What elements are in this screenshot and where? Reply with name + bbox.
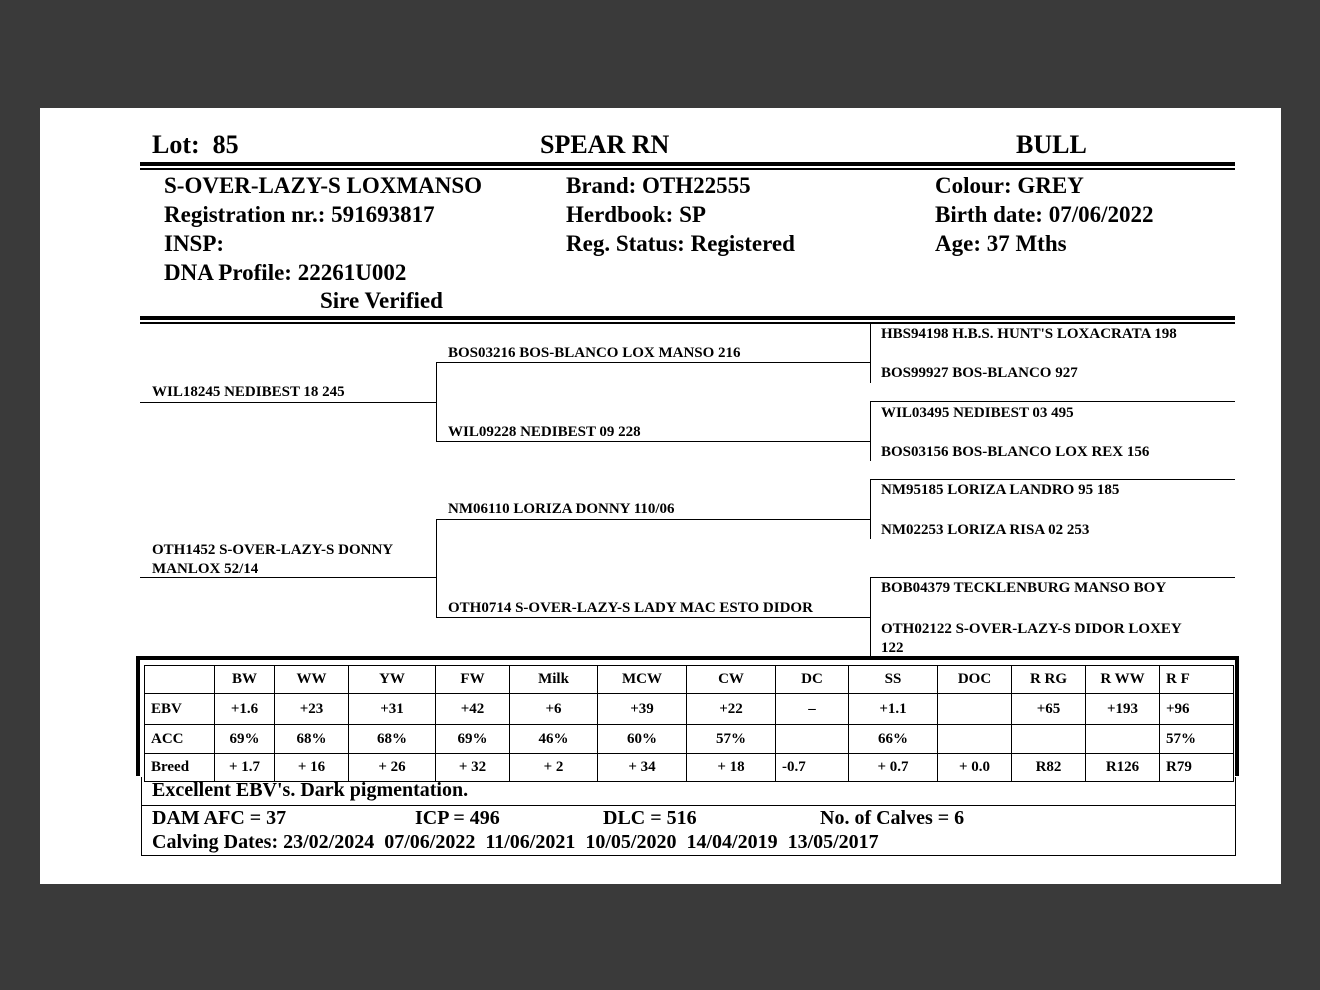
acc-cell: 60%	[598, 725, 687, 754]
acc-cell: 57%	[1160, 725, 1234, 754]
dna-profile: DNA Profile: 22261U002	[164, 260, 407, 285]
ebv-header-fw: FW	[436, 666, 510, 694]
pedigree-sss-line	[870, 323, 1235, 324]
ebv-cell: +42	[436, 694, 510, 725]
ebv-frame-left	[136, 656, 140, 776]
ebv-row	[145, 694, 1234, 725]
acc-cell: 66%	[849, 725, 938, 754]
ebv-header-yw: YW	[349, 666, 436, 694]
pedigree-sire-dam: WIL09228 NEDIBEST 09 228	[448, 424, 641, 440]
ebv-header-rrg: R RG	[1012, 666, 1086, 694]
ebv-frame-right	[1235, 656, 1239, 776]
pedigree-ss-bracket	[870, 323, 871, 383]
breed-row-label: Breed	[145, 754, 215, 782]
breed-cell: + 16	[275, 754, 349, 782]
acc-cell	[1086, 725, 1160, 754]
ebv-header-mcw: MCW	[598, 666, 687, 694]
breed-cell: R79	[1160, 754, 1234, 782]
ebv-header-cw: CW	[687, 666, 776, 694]
pedigree-sds: WIL03495 NEDIBEST 03 495	[881, 405, 1074, 421]
ebv-cell	[938, 694, 1012, 725]
dam-stats-box	[141, 805, 1236, 856]
remarks-text: Excellent EBV's. Dark pigmentation.	[152, 779, 469, 801]
pedigree-sire: WIL18245 NEDIBEST 18 245	[152, 384, 345, 400]
birth-date: Birth date: 07/06/2022	[935, 202, 1154, 227]
pedigree-dam-line1: OTH1452 S-OVER-LAZY-S DONNY	[152, 542, 394, 558]
pedigree-sdd: BOS03156 BOS-BLANCO LOX REX 156	[881, 444, 1150, 460]
breed-cell: + 34	[598, 754, 687, 782]
acc-cell: 68%	[275, 725, 349, 754]
herdbook: Herdbook: SP	[566, 202, 706, 227]
ebv-header-dc: DC	[776, 666, 849, 694]
lot-number: 85	[212, 130, 239, 159]
ebv-cell: +23	[275, 694, 349, 725]
ebv-cell: +65	[1012, 694, 1086, 725]
ebv-cell: +6	[510, 694, 598, 725]
ebv-table	[144, 665, 1234, 782]
breed-cell: + 1.7	[215, 754, 275, 782]
catalogue-page	[40, 108, 1281, 884]
pedigree-dd-line	[436, 617, 870, 618]
colour: Colour: GREY	[935, 173, 1084, 198]
ebv-frame-top	[136, 656, 1239, 660]
dam-dlc: DLC = 516	[603, 807, 697, 829]
dam-calves: No. of Calves = 6	[820, 807, 965, 829]
ebv-cell: +1.1	[849, 694, 938, 725]
pedigree-sd-bracket	[870, 401, 871, 461]
calving-dates: Calving Dates: 23/02/2024 07/06/2022 11/06/2021 10/05/2020 14/04/2019 13/05/2017	[152, 831, 879, 853]
breed-cell: + 32	[436, 754, 510, 782]
pedigree-ds-bracket	[870, 479, 871, 539]
ebv-cell: –	[776, 694, 849, 725]
breed-cell: + 26	[349, 754, 436, 782]
pedigree-sss: HBS94198 H.B.S. HUNT'S LOXACRATA 198	[881, 326, 1177, 342]
breed-cell: + 2	[510, 754, 598, 782]
acc-cell: 69%	[215, 725, 275, 754]
animal-type: BULL	[1016, 130, 1087, 159]
breed-cell: R126	[1086, 754, 1160, 782]
pedigree-dam-bracket	[436, 519, 437, 618]
header-rule-thin	[140, 168, 1235, 170]
registration-number: Registration nr.: 591693817	[164, 202, 435, 227]
ebv-cell: +31	[349, 694, 436, 725]
breed-cell: + 0.0	[938, 754, 1012, 782]
info-rule-thick	[140, 316, 1235, 320]
remarks-box	[141, 777, 1236, 806]
breed-cell: + 0.7	[849, 754, 938, 782]
breed-cell: -0.7	[776, 754, 849, 782]
pedigree-sd-line	[436, 441, 870, 442]
pedigree-sds-line	[870, 401, 1235, 402]
ebv-header-doc: DOC	[938, 666, 1012, 694]
acc-cell: 57%	[687, 725, 776, 754]
acc-cell: 69%	[436, 725, 510, 754]
pedigree-dam	[152, 541, 393, 579]
acc-cell	[776, 725, 849, 754]
pedigree-sire-bracket	[436, 362, 437, 442]
acc-row	[145, 725, 1234, 754]
acc-row-label: ACC	[145, 725, 215, 754]
ebv-header-rww: R WW	[1086, 666, 1160, 694]
ebv-header-bw: BW	[215, 666, 275, 694]
pedigree-ds-line	[436, 519, 870, 520]
acc-cell: 68%	[349, 725, 436, 754]
ebv-header-rf: R F	[1160, 666, 1234, 694]
ebv-header-ss: SS	[849, 666, 938, 694]
pedigree-ddd-line1: OTH02122 S-OVER-LAZY-S DIDOR LOXEY	[881, 621, 1182, 637]
ebv-header-ww: WW	[275, 666, 349, 694]
lot-label	[152, 130, 239, 160]
pedigree-sire-sire: BOS03216 BOS-BLANCO LOX MANSO 216	[448, 345, 741, 361]
pedigree-dds-line	[870, 577, 1235, 578]
pedigree-dam-sire: NM06110 LORIZA DONNY 110/06	[448, 501, 675, 517]
age: Age: 37 Mths	[935, 231, 1067, 256]
pedigree-dam-line2: MANLOX 52/14	[152, 561, 259, 577]
ebv-cell: +1.6	[215, 694, 275, 725]
seller-name: SPEAR RN	[540, 130, 670, 159]
acc-cell	[938, 725, 1012, 754]
ebv-cell: +39	[598, 694, 687, 725]
header-rule-thick	[140, 162, 1235, 166]
brand: Brand: OTH22555	[566, 173, 751, 198]
acc-cell	[1012, 725, 1086, 754]
lot-label-text: Lot:	[152, 130, 200, 159]
ebv-cell: +193	[1086, 694, 1160, 725]
pedigree-dss: NM95185 LORIZA LANDRO 95 185	[881, 482, 1120, 498]
breed-cell: + 18	[687, 754, 776, 782]
pedigree-dsd: NM02253 LORIZA RISA 02 253	[881, 522, 1090, 538]
pedigree-ddd-line2: 122	[881, 640, 904, 656]
pedigree-ddd	[881, 620, 1182, 658]
ebv-header-milk: Milk	[510, 666, 598, 694]
ebv-header-row	[145, 666, 1234, 694]
pedigree-dd-bracket	[870, 577, 871, 657]
acc-cell: 46%	[510, 725, 598, 754]
ebv-cell: +22	[687, 694, 776, 725]
insp-label: INSP:	[164, 231, 225, 256]
dam-icp: ICP = 496	[415, 807, 500, 829]
ebv-row-label: EBV	[145, 694, 215, 725]
dam-afc: DAM AFC = 37	[152, 807, 287, 829]
pedigree-ss-line	[436, 362, 870, 363]
ebv-header-cell	[145, 666, 215, 694]
breed-cell: R82	[1012, 754, 1086, 782]
pedigree-dam-dam: OTH0714 S-OVER-LAZY-S LADY MAC ESTO DIDOR	[448, 600, 813, 616]
ebv-cell: +96	[1160, 694, 1234, 725]
registration-status: Reg. Status: Registered	[566, 231, 795, 256]
pedigree-dds: BOB04379 TECKLENBURG MANSO BOY	[881, 580, 1167, 596]
pedigree-sire-line	[140, 402, 436, 403]
sire-verified: Sire Verified	[320, 288, 443, 313]
pedigree-ssd: BOS99927 BOS-BLANCO 927	[881, 365, 1078, 381]
animal-name: S-OVER-LAZY-S LOXMANSO	[164, 173, 483, 198]
pedigree-dss-line	[870, 479, 1235, 480]
